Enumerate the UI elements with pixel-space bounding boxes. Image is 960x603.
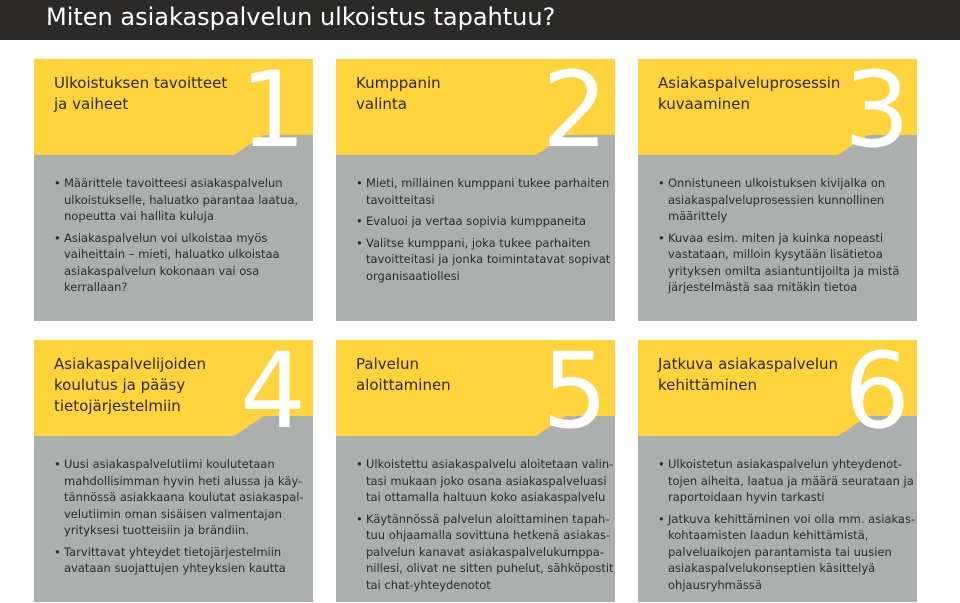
bullet-line: järjestelmästä saa mitäkin tietoa — [668, 280, 858, 294]
card-title-line: Asiakaspalvelijoiden — [54, 355, 206, 373]
bullet-item — [658, 230, 908, 296]
bullet-line: määrittely — [668, 209, 728, 223]
card-title-line: Asiakaspalveluprosessin — [658, 74, 841, 92]
bullet-item — [356, 456, 614, 506]
bullet-line: tojen aiheita, laatua ja määrä seurataan ja — [668, 473, 914, 488]
card-bullet-list — [658, 175, 908, 301]
card-title — [658, 73, 858, 115]
bullet-line: tuu ohjaamalla sovittuna hetkenä asiakas- — [366, 528, 611, 542]
card-title — [356, 73, 556, 115]
card-6 — [638, 340, 917, 602]
bullet-item — [356, 511, 614, 594]
card-title — [658, 354, 858, 396]
bullet-line: • Asiakaspalvelun voi ulkoistaa myös — [64, 230, 268, 245]
bullet-line: • Ulkoistetun asiakaspalvelun yhteydenot- — [668, 457, 902, 471]
bullet-line: organisaatiollesi — [366, 268, 460, 283]
bullet-line: asiakaspalvelun kokonaan vai osa — [64, 263, 260, 278]
bullet-line: tasi mukaan joko osana asiakaspalveluasi — [366, 473, 607, 488]
card-bullet-list — [356, 175, 611, 289]
bullet-line: kerrallaan? — [64, 280, 128, 294]
card-title-line: Palvelun — [356, 355, 420, 373]
card-bullet-list — [54, 175, 304, 301]
step-number: 2 — [541, 59, 605, 171]
card-bullet-list — [658, 456, 916, 598]
bullet-line: • Tarvittavat yhteydet tietojärjestelmiin — [64, 544, 282, 559]
step-number: 1 — [239, 59, 303, 171]
bullet-line: tai chat-yhteydenotot — [366, 577, 491, 592]
bullet-item — [54, 544, 304, 577]
bullet-line: • Jatkuva kehittäminen voi olla mm. asiakas- — [668, 511, 916, 526]
card-title-line: tietojärjestelmiin — [54, 397, 181, 415]
bullet-line: • Kuvaa esim. miten ja kuinka nopeasti — [668, 230, 884, 245]
bullet-line: mahdollisimman hyvin heti alussa ja käy- — [64, 473, 303, 488]
bullet-item — [658, 175, 908, 225]
bullet-line: nopeutta vai hallita kuluja — [64, 209, 214, 223]
card-title-line: aloittaminen — [356, 376, 451, 394]
bullet-line: tavoitteitasi — [366, 192, 435, 207]
card-title — [54, 354, 254, 417]
bullet-line: ulkoistukselle, haluatko parantaa laatua, — [64, 192, 299, 207]
card-title-line: Jatkuva asiakaspalvelun — [658, 355, 839, 373]
card-title-line: kuvaaminen — [658, 95, 751, 113]
card-1 — [34, 59, 313, 321]
bullet-line: • Evaluoi ja vertaa sopivia kumppaneita — [366, 214, 587, 228]
bullet-line: vaiheittain – mieti, haluatko ulkoistaa — [64, 247, 280, 261]
bullet-line: • Määrittele tavoitteesi asiakaspalvelun — [64, 176, 283, 190]
card-3 — [638, 59, 917, 321]
bullet-line: velutiimin oman sisäisen valmentajan — [64, 506, 282, 521]
card-title — [356, 354, 556, 396]
card-bullet-list — [54, 456, 304, 582]
bullet-line: avataan suojattujen yhteyksien kautta — [64, 561, 286, 575]
bullet-item — [54, 230, 304, 296]
bullet-line: • Ulkoistettu asiakaspalvelu aloitetaan valin- — [366, 457, 614, 471]
bullet-item — [356, 235, 611, 285]
step-number: 4 — [239, 340, 303, 452]
bullet-item — [54, 175, 304, 225]
card-title-line: koulutus ja pääsy — [54, 376, 186, 394]
bullet-line: • Mieti, millainen kumppani tukee parhaiten — [366, 176, 610, 190]
step-number: 6 — [843, 340, 907, 452]
bullet-item — [658, 456, 914, 506]
bullet-line: • Valitse kumppani, joka tukee parhaiten — [366, 235, 591, 250]
bullet-line: nillesi, olivat ne sitten puhelut, sähköpostit — [366, 561, 614, 575]
card-title-line: Kumppanin — [356, 74, 441, 92]
bullet-line: ohjausryhmässä — [668, 577, 762, 592]
bullet-line: tai ottamalla haltuun koko asiakaspalvelu — [366, 490, 606, 504]
card-4 — [34, 340, 313, 602]
bullet-line: • Käytännössä palvelun aloittaminen tapah- — [366, 511, 610, 526]
bullet-line: tavoitteitasi ja jonka toimintatavat sopivat — [366, 252, 611, 266]
bullet-item — [356, 213, 606, 230]
title-bar — [0, 0, 960, 40]
bullet-line: yrityksesi tuotteisiin ja brändiin. — [64, 523, 249, 537]
bullet-line: asiakaspalvelukonseptien käsittelyä — [668, 561, 876, 575]
step-number: 5 — [541, 340, 605, 452]
bullet-line: asiakaspalveluprosessien kunnollinen — [668, 192, 885, 207]
bullet-item — [54, 456, 304, 539]
bullet-line: • Onnistuneen ulkoistuksen kivijalka on — [668, 176, 886, 190]
card-title-line: ja vaiheet — [54, 95, 129, 113]
bullet-line: tännössä asiakkaana koulutat asiakaspal- — [64, 490, 304, 504]
bullet-line: palveluaikojen parantamista tai uusien — [668, 544, 892, 559]
bullet-line: raportoidaan hyvin tarkasti — [668, 490, 825, 504]
bullet-item — [356, 175, 610, 208]
page-title: Miten asiakaspalvelun ulkoistus tapahtuu? — [46, 3, 556, 31]
bullet-item — [658, 511, 916, 594]
card-bullet-list — [356, 456, 614, 598]
card-2 — [336, 59, 615, 321]
card-title — [54, 73, 254, 115]
card-title-line: kehittäminen — [658, 376, 758, 394]
card-5 — [336, 340, 615, 602]
card-title-line: valinta — [356, 95, 407, 113]
step-number: 3 — [843, 59, 907, 171]
bullet-line: yrityksen omilta asiantuntijoilta ja mistä — [668, 263, 900, 278]
bullet-line: vastataan, milloin kysytään lisätietoa — [668, 247, 883, 261]
bullet-line: • Uusi asiakaspalvelutiimi koulutetaan — [64, 457, 275, 471]
bullet-line: palvelun kanavat asiakaspalvelukumppa- — [366, 544, 604, 559]
card-title-line: Ulkoistuksen tavoitteet — [54, 74, 228, 92]
bullet-line: kohtaamisten laadun kehittämistä, — [668, 528, 869, 542]
